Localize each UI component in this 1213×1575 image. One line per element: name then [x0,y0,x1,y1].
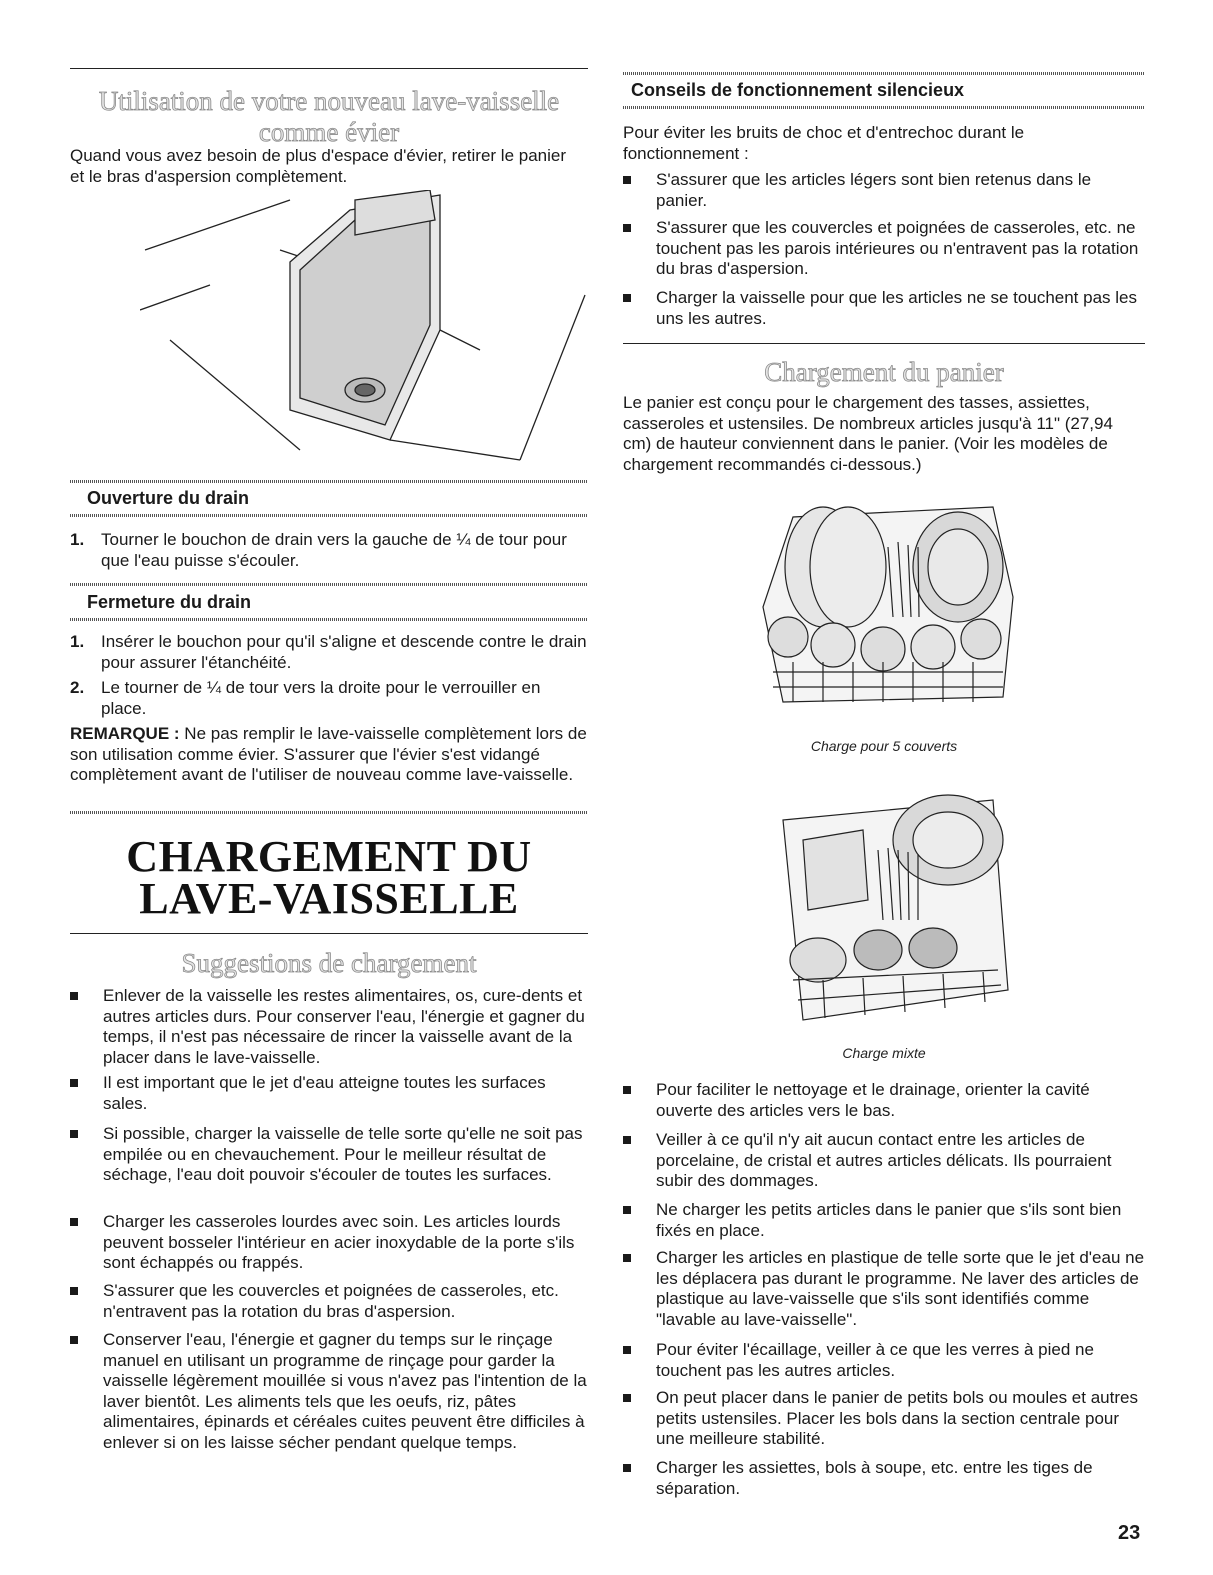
rack-tip: Veiller à ce qu'il n'y ait aucun contact entre les articles de porcelaine, de cristal et autres articles délicats. Ils pourraient subir des dommages. [623,1130,1146,1192]
rack-section-title: Chargement du panier [764,357,1004,387]
top-rule [70,68,588,69]
dotted-rule [70,514,588,517]
rack-tip: On peut placer dans le panier de petits bols ou moules et autres petits ustensiles. Placer les bols dans la section centrale pour une meilleure stabilité. [623,1388,1146,1450]
drain-close-step [70,632,588,673]
step-number: 1. [70,530,85,549]
section-rule [70,933,588,934]
suggestion-item: S'assurer que les couvercles et poignées de casseroles, etc. n'entravent pas la rotation du bras d'aspersion. [70,1281,588,1322]
note-label: REMARQUE : [70,724,180,743]
rack-tip: Charger les articles en plastique de telle sorte que le jet d'eau ne les déplacera pas durant le programme. Ne laver des articles de plastique au lave-vaisselle que s'ils sont identifiés comme "lavable au lave-vaisselle". [623,1248,1146,1330]
dotted-rule [70,811,588,814]
quiet-intro: Pour éviter les bruits de choc et d'entrechoc durant le fonctionnement : [623,123,1025,163]
drain-open-step [70,530,588,571]
suggestion-item: Conserver l'eau, l'énergie et gagner du temps sur le rinçage manuel en utilisant un programme de rinçage pour garder la vaisselle légèrement mouillée si vous n'avez pas l'intention de la laver bientôt. Les aliments tels que les oeufs, riz, pâtes alimentaires, épinards et céréales cuites peuvent être difficiles à enlever si on les laisse sécher pendant quelque temps. [70,1330,588,1453]
rack-tip: Charger les assiettes, bols à soupe, etc. entre les tiges de séparation. [623,1458,1146,1499]
rack-mixed-load-illustration [763,780,1013,1035]
section-rule [623,343,1145,344]
step-number: 2. [70,678,85,697]
step-text: Tourner le bouchon de drain vers la gauche de ¼ de tour pour que l'eau puisse s'écouler. [101,530,567,570]
sink-illustration [140,190,590,470]
caption-five-settings: Charge pour 5 couverts [810,738,958,754]
dotted-rule [623,72,1145,75]
rack-tip: Ne charger les petits articles dans le panier que s'ils sont bien fixés en place. [623,1200,1146,1241]
step-number: 1. [70,632,85,651]
quiet-tip: S'assurer que les articles légers sont bien retenus dans le panier. [623,170,1146,211]
main-title-line1: CHARGEMENT DU [126,832,532,881]
quiet-tip: Charger la vaisselle pour que les articles ne se touchent pas les uns les autres. [623,288,1146,329]
suggestions-title: Suggestions de chargement [181,948,477,978]
dotted-rule [70,583,588,586]
dotted-rule [70,618,588,621]
drain-close-heading: Fermeture du drain [87,592,252,612]
dotted-rule [623,106,1145,109]
suggestion-item: Si possible, charger la vaisselle de telle sorte qu'elle ne soit pas empilée ou en chevauchement. Pour le meilleur résultat de séchage, l'eau doit pouvoir s'écouler de toutes les surfaces. [70,1124,588,1186]
rack-intro: Le panier est conçu pour le chargement des tasses, assiettes, casseroles et ustensiles. De nombreux articles jusqu'à 11" (27,94 cm) de hauteur conviennent dans le panier. (Voir les modèles de chargement recommandés ci-dessous.) [623,393,1113,474]
drain-close-step [70,678,588,719]
note-paragraph [70,724,588,786]
caption-mixed-load: Charge mixte [842,1045,926,1061]
rack-tip: Pour éviter l'écaillage, veiller à ce que les verres à pied ne touchent pas les autres articles. [623,1340,1146,1381]
sink-section-title: Utilisation de votre nouveau lave-vaisselle comme évier [98,86,560,147]
suggestion-item: Il est important que le jet d'eau atteigne toutes les surfaces sales. [70,1073,588,1114]
suggestion-item: Enlever de la vaisselle les restes alimentaires, os, cure-dents et autres articles durs. Pour conserver l'eau, l'énergie et gagner du temps, il n'est pas nécessaire de rincer la vaisselle avant de la placer dans le lave-vaisselle. [70,986,588,1068]
drain-open-heading: Ouverture du drain [87,488,250,508]
page-number: 23 [1118,1522,1141,1544]
quiet-heading: Conseils de fonctionnement silencieux [631,80,965,100]
quiet-tip: S'assurer que les couvercles et poignées de casseroles, etc. ne touchent pas les parois intérieures ou n'entravent pas la rotation du bras d'aspersion. [623,218,1146,280]
rack-tip: Pour faciliter le nettoyage et le drainage, orienter la cavité ouverte des articles vers le bas. [623,1080,1146,1121]
suggestion-item: Charger les casseroles lourdes avec soin. Les articles lourds peuvent bosseler l'intérieur en acier inoxydable de la porte s'ils sont échappés ou frappés. [70,1212,588,1274]
sink-intro: Quand vous avez besoin de plus d'espace d'évier, retirer le panier et le bras d'aspersion complètement. [70,146,567,186]
rack-five-settings-illustration [753,487,1023,717]
step-text: Le tourner de ¼ de tour vers la droite pour le verrouiller en place. [101,678,541,718]
dotted-rule [70,480,588,483]
step-text: Insérer le bouchon pour qu'il s'aligne et descende contre le drain pour assurer l'étanchéité. [101,632,587,672]
note-text: Ne pas remplir le lave-vaisselle complètement lors de son utilisation comme évier. S'assurer que l'évier s'est vidangé complètement avant de l'utiliser de nouveau comme lave-vaisselle. [70,724,587,784]
main-title-line2: LAVE-VAISSELLE [139,874,519,923]
